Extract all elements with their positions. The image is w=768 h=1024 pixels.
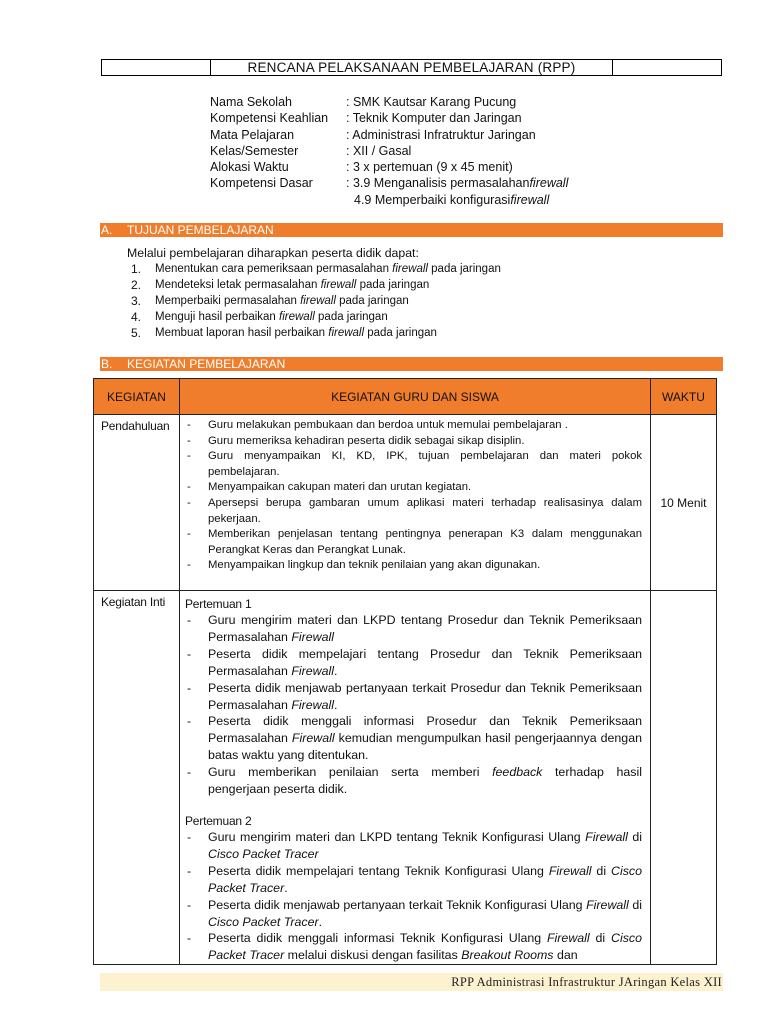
phase-label: Pendahuluan xyxy=(94,415,180,591)
section-b-header: B. KEGIATAN PEMBELAJARAN xyxy=(100,357,723,371)
info-row: Alokasi Waktu : 3 x pertemuan (9 x 45 menit) xyxy=(210,160,513,175)
list-item: - Peserta didik mempelajari tentang Teknik Konfigurasi Ulang Firewall di Cisco Packet Tracer. xyxy=(187,863,642,895)
list-item: - Guru mengirim materi dan LKPD tentang Teknik Konfigurasi Ulang Firewall di Cisco Packet Tracer xyxy=(187,829,642,861)
info-row: Mata Pelajaran : Administrasi Infratruktur Jaringan xyxy=(210,127,536,142)
list-item: - Guru mengirim materi dan LKPD tentang Prosedur dan Teknik Pemeriksaan Permasalahan Firewall xyxy=(187,613,642,644)
list-item: - Apersepsi berupa gambaran umum aplikasi materi terhadap realisasinya dalam pekerjaan. xyxy=(187,496,642,525)
list-item: - Peserta didik menggali informasi Teknik Konfigurasi Ulang Firewall di Cisco Packet Tracer melalui diskusi dengan fasilitas Breakout Rooms dan xyxy=(187,931,643,963)
list-item: - Peserta didik menjawab pertanyaan terkait Prosedur dan Teknik Pemeriksaan Permasalahan Firewall. xyxy=(187,680,642,712)
meeting-title: Pertemuan 1 xyxy=(185,597,252,611)
table-row-inti xyxy=(94,591,717,965)
info-row: Kompetensi Dasar : 3.9 Menganalisis permasalahan firewall xyxy=(210,176,569,191)
objectives-list xyxy=(131,261,501,341)
waktu-value: 10 Menit xyxy=(651,415,717,591)
list-item: 2. Mendeteksi letak permasalahan firewall pada jaringan xyxy=(131,278,430,292)
list-item: - Peserta didik menjawab pertanyaan terkait Teknik Konfigurasi Ulang Firewall di Cisco Packet Tracer. xyxy=(187,897,642,929)
meeting-title: Pertemuan 2 xyxy=(185,813,252,828)
waktu-value xyxy=(651,591,717,965)
list-item: - Peserta didik mempelajari tentang Prosedur dan Teknik Pemeriksaan Permasalahan Firewall. xyxy=(187,646,642,678)
title-table-right-cell xyxy=(613,60,721,75)
list-item: - Peserta didik menggali informasi Prosedur dan Teknik Pemeriksaan Permasalahan Firewall kemudian mengumpulkan hasil pengerjaannya dengan batas waktu yang ditentukan. xyxy=(187,714,642,763)
list-item: - Guru memeriksa kehadiran peserta didik sebagai sikap disiplin. xyxy=(187,434,525,447)
title-table xyxy=(101,59,722,76)
list-item: 4. Menguji hasil perbaikan firewall pada jaringan xyxy=(131,310,388,324)
list-item: - Menyampaikan cakupan materi dan urutan kegiatan. xyxy=(187,481,472,494)
list-item: - Menyampaikan lingkup dan teknik penilaian yang akan digunakan. xyxy=(187,559,541,572)
info-row: Nama Sekolah : SMK Kautsar Karang Pucung xyxy=(210,95,517,109)
activity-list xyxy=(180,415,650,574)
list-item: - Memberikan penjelasan tentang pentingnya penerapan K3 dalam menggunakan Perangkat Keras dan Perangkat Lunak. xyxy=(187,528,642,556)
objectives-intro: Melalui pembelajaran diharapkan peserta didik dapat: xyxy=(127,246,419,260)
activity-list xyxy=(180,591,650,964)
table-header-row xyxy=(94,379,717,415)
activities-cell xyxy=(180,591,651,965)
title-table-left-cell xyxy=(102,60,211,75)
info-row-continuation: 4.9 Memperbaiki konfigurasi firewall xyxy=(354,192,550,207)
identity-info xyxy=(210,94,568,208)
activities-cell xyxy=(180,415,651,591)
info-row: Kompetensi Keahlian : Teknik Komputer dan Jaringan xyxy=(210,111,522,126)
activities-table xyxy=(93,378,717,965)
table-row-pendahuluan xyxy=(94,415,717,591)
list-item: - Guru menyampaikan KI, KD, IPK, tujuan pembelajaran dan materi pokok pembelajaran. xyxy=(187,450,642,478)
document-title: RENCANA PELAKSANAAN PEMBELAJARAN (RPP) xyxy=(211,60,613,75)
section-a-header: A. TUJUAN PEMBELAJARAN xyxy=(100,223,723,237)
list-item: - Guru memberikan penilaian serta memberi feedback terhadap hasil pengerjaan peserta didik. xyxy=(187,765,642,797)
list-item: 3. Memperbaiki permasalahan firewall pada jaringan xyxy=(131,294,409,308)
list-item: - Guru melakukan pembukaan dan berdoa untuk memulai pembelajaran . xyxy=(187,419,568,431)
header-kegiatan: KEGIATAN xyxy=(94,379,180,415)
list-item: 1. Menentukan cara pemeriksaan permasalahan firewall pada jaringan xyxy=(131,262,501,276)
info-row: Kelas/Semester : XII / Gasal xyxy=(210,143,412,158)
page-footer: RPP Administrasi Infrastruktur JAringan Kelas XII xyxy=(100,973,723,991)
phase-label: Kegiatan Inti xyxy=(94,591,180,965)
header-guru-siswa: KEGIATAN GURU DAN SISWA xyxy=(180,379,651,415)
list-item: 5. Membuat laporan hasil perbaikan firewall pada jaringan xyxy=(131,326,437,340)
header-waktu: WAKTU xyxy=(651,379,717,415)
